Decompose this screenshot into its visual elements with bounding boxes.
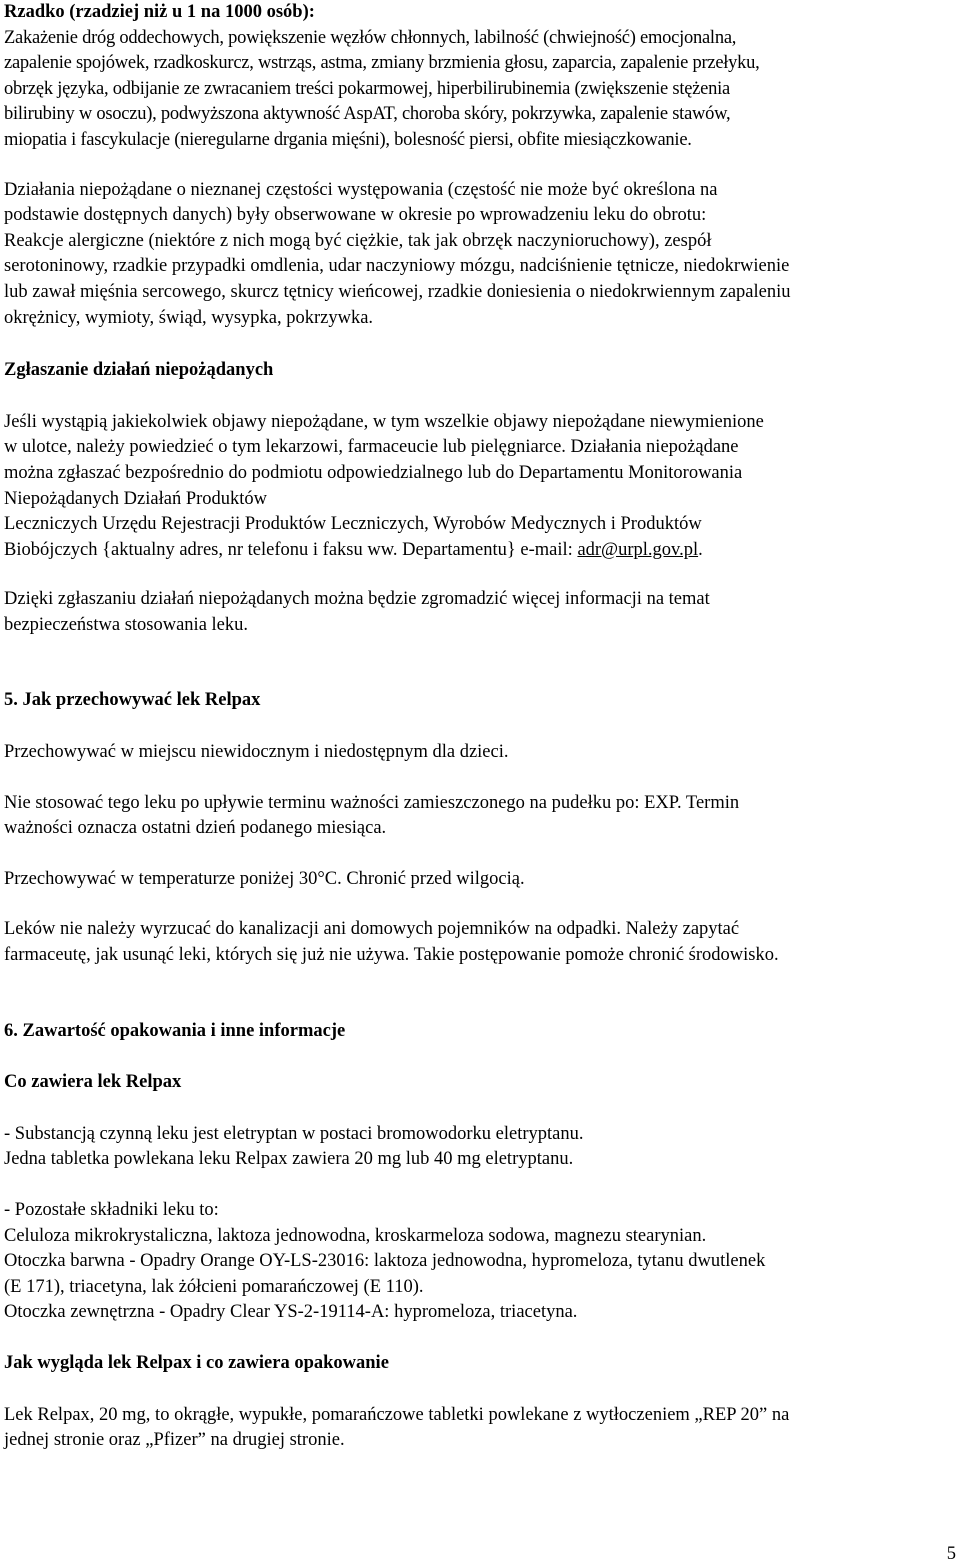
- unknown-frequency-text: Działania niepożądane o nieznanej częstości występowania (częstość nie może być określona na podstawie dostępnych danych) były obserwowane w okresie po wprowadzeniu leku do obrotu: Reakcje alergiczne (niektóre z nich mogą być ciężkie, tak jak obrzęk naczynioruchowy), zespół serotoninowy, rzadkie przypadki omdlenia, udar naczyniowy mózgu, nadciśnienie tętnicze, niedokrwienie lub zawał mięśnia sercowego, skurcz tętnicy wieńcowej, rzadkie doniesienia o niedokrwiennym zapaleniu okrężnicy, wymioty, świąd, wysypka, pokrzywka.: [4, 179, 791, 328]
- section6-appearance-heading: Jak wygląda lek Relpax i co zawiera opakowanie: [4, 1352, 389, 1373]
- rare-effects-text: Zakażenie dróg oddechowych, powiększenie węzłów chłonnych, labilność (chwiejność) emocjonalna, zapalenie spojówek, rzadkoskurcz, wstrząs, astma, zmiany brzmienia głosu, zaparcia, zapalenie przełyku, obrzęk języka, odbijanie ze zwracaniem treści pokarmowej, hiperbilirubinemia (zwiększenie stężenia bilirubiny w osoczu), podwyższona aktywność AspAT, choroba skóry, pokrzywka, zapalenie stawów, miopatia i fascykulacje (nieregularne drgania mięśni), bolesność piersi, obfite miesiączkowanie.: [4, 27, 760, 150]
- email-link[interactable]: adr@urpl.gov.pl: [577, 539, 699, 560]
- section5-heading: 5. Jak przechowywać lek Relpax: [4, 690, 261, 711]
- section6-heading: 6. Zawartość opakowania i inne informacje: [4, 1020, 346, 1041]
- reporting-heading: Zgłaszanie działań niepożądanych: [4, 360, 274, 381]
- section5-children-storage: Przechowywać w miejscu niewidocznym i niedostępnym dla dzieci.: [4, 742, 509, 763]
- reporting-body-end: .: [698, 539, 703, 560]
- section5-disposal: Leków nie należy wyrzucać do kanalizacji ani domowych pojemników na odpadki. Należy zapytać farmaceutę, jak usunąć leki, których się już nie używa. Takie postępowanie pomoże chronić środowisko.: [4, 919, 779, 966]
- section5-expiry: Nie stosować tego leku po upływie terminu ważności zamieszczonego na pudełku po: EXP. Termin ważności oznacza ostatni dzień podanego miesiąca.: [4, 792, 740, 839]
- reporting-safety-note: Dzięki zgłaszaniu działań niepożądanych można będzie zgromadzić więcej informacji na temat bezpieczeństwa stosowania leku.: [4, 589, 710, 635]
- page-number: 5: [946, 1544, 956, 1564]
- section6-excipients: - Pozostałe składniki leku to: Celuloza mikrokrystaliczna, laktoza jednowodna, kroskarmeloza sodowa, magnezu stearynian. Otoczka barwna - Opadry Orange OY-LS-23016: laktoza jednowodna, hypromeloza, tytanu dwutlenek (E 171), triacetyna, lak żółcieni pomarańczowej (E 110). Otoczka zewnętrzna - Opadry Clear YS-2-19114-A: hypromeloza, triacetyna.: [4, 1200, 766, 1323]
- leaflet-page: [4, 0, 956, 1454]
- rare-effects-heading: Rzadko (rzadziej niż u 1 na 1000 osób):: [4, 2, 315, 22]
- reporting-text: [4, 410, 956, 564]
- section6-active-substance: - Substancją czynną leku jest eletryptan w postaci bromowodorku eletryptanu. Jedna tabletka powlekana leku Relpax zawiera 20 mg lub 40 mg eletryptanu.: [4, 1123, 584, 1170]
- section5-temperature: Przechowywać w temperaturze poniżej 30°C. Chronić przed wilgocią.: [4, 868, 525, 889]
- reporting-body: Jeśli wystąpią jakiekolwiek objawy niepożądane, w tym wszelkie objawy niepożądane niewymienione w ulotce, należy powiedzieć o tym lekarzowi, farmaceucie lub pielęgniarce. Działania niepożądane można zgłaszać bezpośrednio do podmiotu odpowiedzialnego lub do Departamentu Monitorowania Niepożądanych Działań Produktów Leczniczych Urzędu Rejestracji Produktów Leczniczych, Wyrobów Medycznych i Produktów Biobójczych {aktualny adres, nr telefonu i faksu ww. Departamentu} e-mail:: [4, 411, 764, 560]
- section6-contents-heading: Co zawiera lek Relpax: [4, 1072, 182, 1093]
- section6-appearance: Lek Relpax, 20 mg, to okrągłe, wypukłe, pomarańczowe tabletki powlekane z wytłoczeniem „REP 20” na jednej stronie oraz „Pfizer” na drugiej stronie.: [4, 1404, 790, 1451]
